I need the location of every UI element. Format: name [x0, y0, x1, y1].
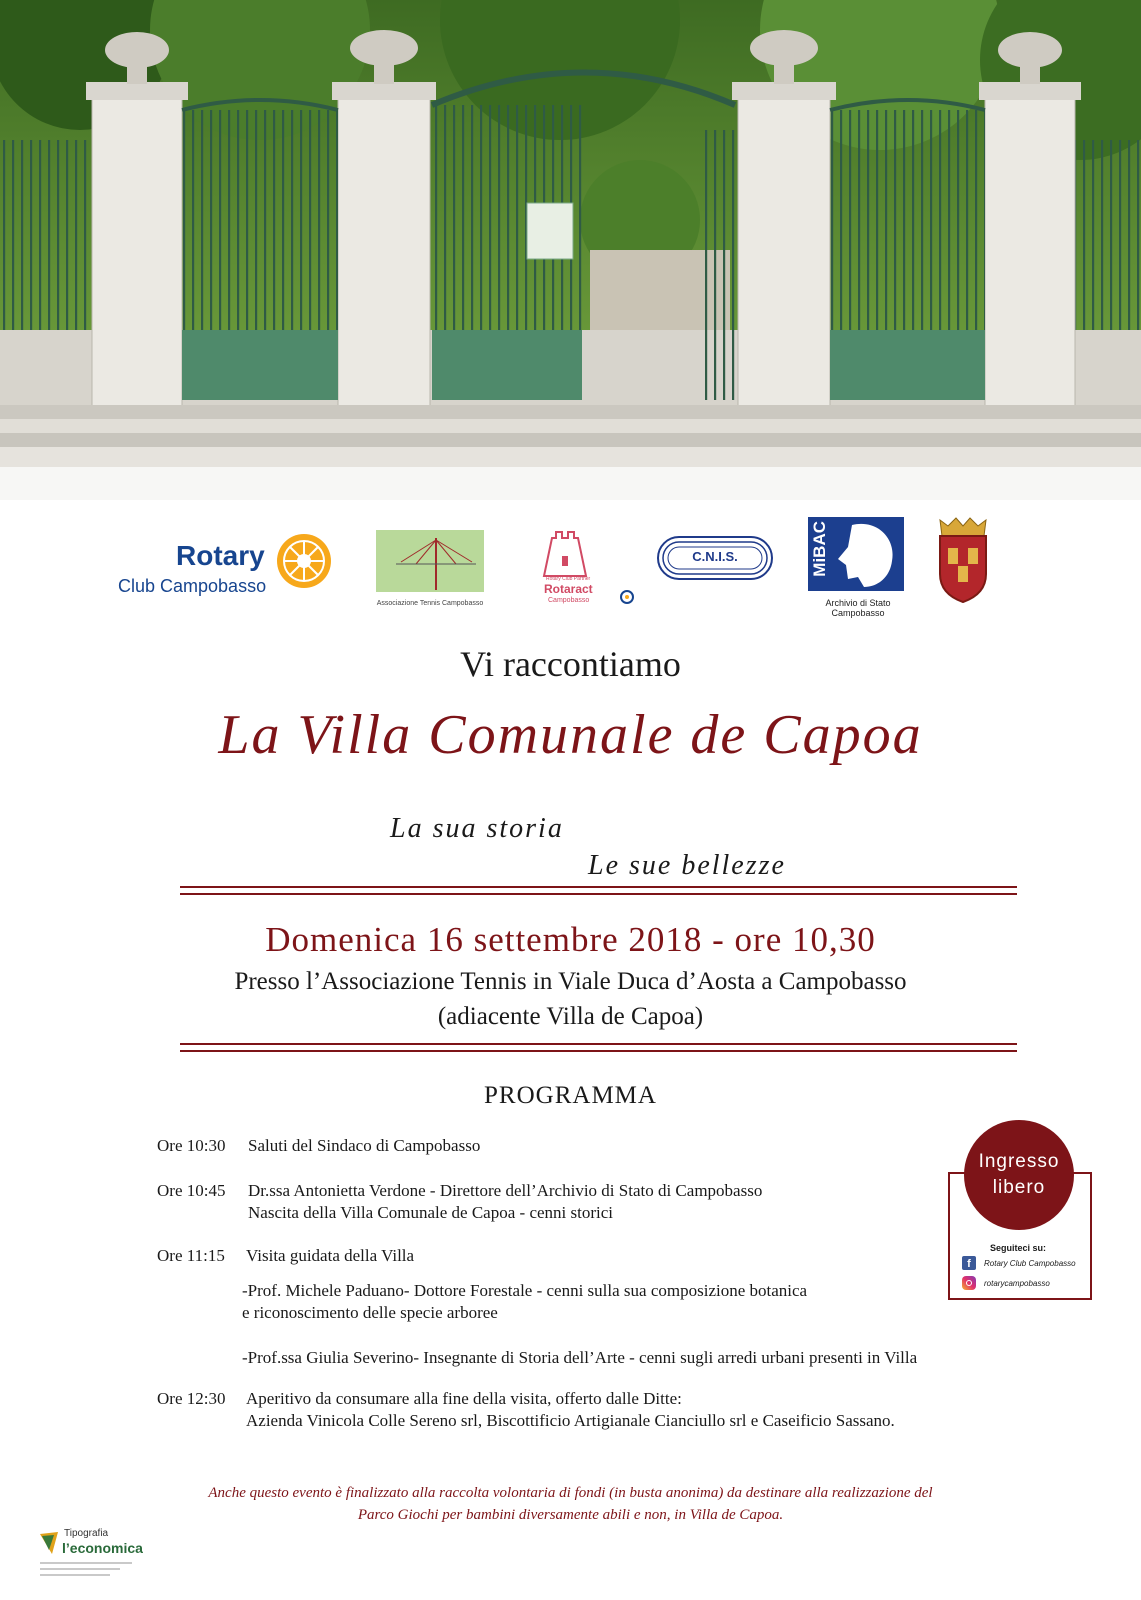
rotary-wordmark: Rotary	[176, 540, 265, 571]
follow-us-label: Seguiteci su:	[989, 1243, 1046, 1253]
program-line: Saluti del Sindaco di Campobasso	[248, 1136, 481, 1155]
rotaract-city: Campobasso	[548, 597, 590, 604]
hero-photo	[0, 0, 1141, 500]
intro-heading: Vi raccontiamo	[460, 644, 681, 684]
cnis-logo	[657, 536, 773, 580]
rotaract-partner-line: Rotary Club Partner	[546, 576, 591, 582]
fundraising-note-line2: Parco Giochi per bambini diversamente abili e non, in Villa de Capoa.	[357, 1507, 784, 1523]
program-line: Aperitivo da consumare alla fine della visita, offerto dalle Ditte:	[246, 1389, 682, 1408]
program-time: Ore 11:15	[157, 1246, 225, 1265]
rotaract-logo	[526, 526, 638, 614]
printer-small-print-2	[40, 1568, 120, 1570]
instagram-handle: rotarycampobasso	[984, 1278, 1050, 1288]
program-line: Nascita della Villa Comunale de Capoa - cenni storici	[248, 1203, 613, 1222]
rotaract-wordmark: Rotaract	[544, 582, 593, 596]
printer-name: l’economica	[62, 1540, 143, 1556]
program-time: Ore 10:30	[157, 1136, 226, 1155]
tennis-club-logo	[376, 530, 484, 607]
free-entry-line2: libero	[992, 1177, 1046, 1198]
event-title: La Villa Comunale de Capoa	[218, 704, 923, 766]
free-entry-badge	[964, 1120, 1074, 1230]
program-time: Ore 12:30	[157, 1389, 226, 1408]
mibac-line1: Archivio di Stato	[825, 598, 891, 608]
instagram-icon	[962, 1276, 976, 1290]
program-line: -Prof. Michele Paduano- Dottore Forestale - cenni sulla sua composizione botanica	[242, 1281, 808, 1300]
program-heading: PROGRAMMA	[484, 1082, 657, 1109]
subtitle-beauty: Le sue bellezze	[588, 850, 786, 881]
printer-small-print-3	[40, 1574, 110, 1576]
divider-top-1	[180, 886, 1017, 888]
facebook-icon: f	[962, 1256, 976, 1270]
program-line: e riconoscimento delle specie arboree	[242, 1303, 498, 1322]
rotaract-wheel-icon	[620, 590, 634, 604]
facebook-handle: Rotary Club Campobasso	[984, 1258, 1076, 1268]
event-place-note: (adiacente Villa de Capoa)	[437, 1003, 704, 1030]
event-place: Presso l’Associazione Tennis in Viale Duca d’Aosta a Campobasso	[234, 968, 907, 995]
program-line: Visita guidata della Villa	[246, 1246, 415, 1265]
castle-tower-icon	[534, 526, 594, 578]
divider-bottom-2	[180, 1050, 1017, 1052]
program-line: -Prof.ssa Giulia Severino- Insegnante di Storia dell’Arte - cenni sugli arredi urbani presenti in Villa	[242, 1348, 918, 1367]
fundraising-note-line1: Anche questo evento è finalizzato alla raccolta volontaria di fondi (in busta anonima) da destinare alla realizzazione del	[208, 1485, 933, 1501]
printer-pre: Tipografia	[64, 1528, 109, 1539]
subtitle-history: La sua storia	[390, 813, 564, 844]
program-time: Ore 10:45	[157, 1181, 226, 1200]
rotary-logo	[118, 532, 333, 602]
program-line: Azienda Vinicola Colle Sereno srl, Biscottificio Artigianale Cianciullo srl e Caseificio Sassano.	[246, 1411, 895, 1430]
printer-logo-icon	[38, 1530, 60, 1556]
tennis-club-caption: Associazione Tennis Campobasso	[376, 600, 484, 607]
program-line: Dr.ssa Antonietta Verdone - Direttore dell’Archivio di Stato di Campobasso	[248, 1181, 763, 1200]
rotary-club-name: Club Campobasso	[118, 576, 267, 596]
divider-bottom-1	[180, 1043, 1017, 1045]
facebook-link[interactable]	[962, 1256, 1076, 1270]
villa-gate-photo	[0, 0, 1141, 500]
free-entry-line1: Ingresso	[978, 1151, 1060, 1172]
tennis-club-icon	[376, 530, 484, 592]
printer-logo	[38, 1528, 148, 1590]
event-date: Domenica 16 settembre 2018 - ore 10,30	[265, 920, 876, 959]
mibac-logo	[808, 517, 908, 617]
mibac-line2: Campobasso	[831, 608, 885, 618]
rotary-wheel-icon	[275, 532, 333, 590]
instagram-link[interactable]	[962, 1276, 1050, 1290]
comune-crest	[934, 514, 992, 604]
cnis-label: C.N.I.S.	[692, 549, 738, 564]
divider-top-2	[180, 893, 1017, 895]
city-coat-of-arms-icon	[934, 514, 992, 604]
printer-small-print-1	[40, 1562, 132, 1564]
fundraising-note	[0, 1482, 1141, 1526]
mibac-mark: MiBAC	[810, 521, 829, 577]
